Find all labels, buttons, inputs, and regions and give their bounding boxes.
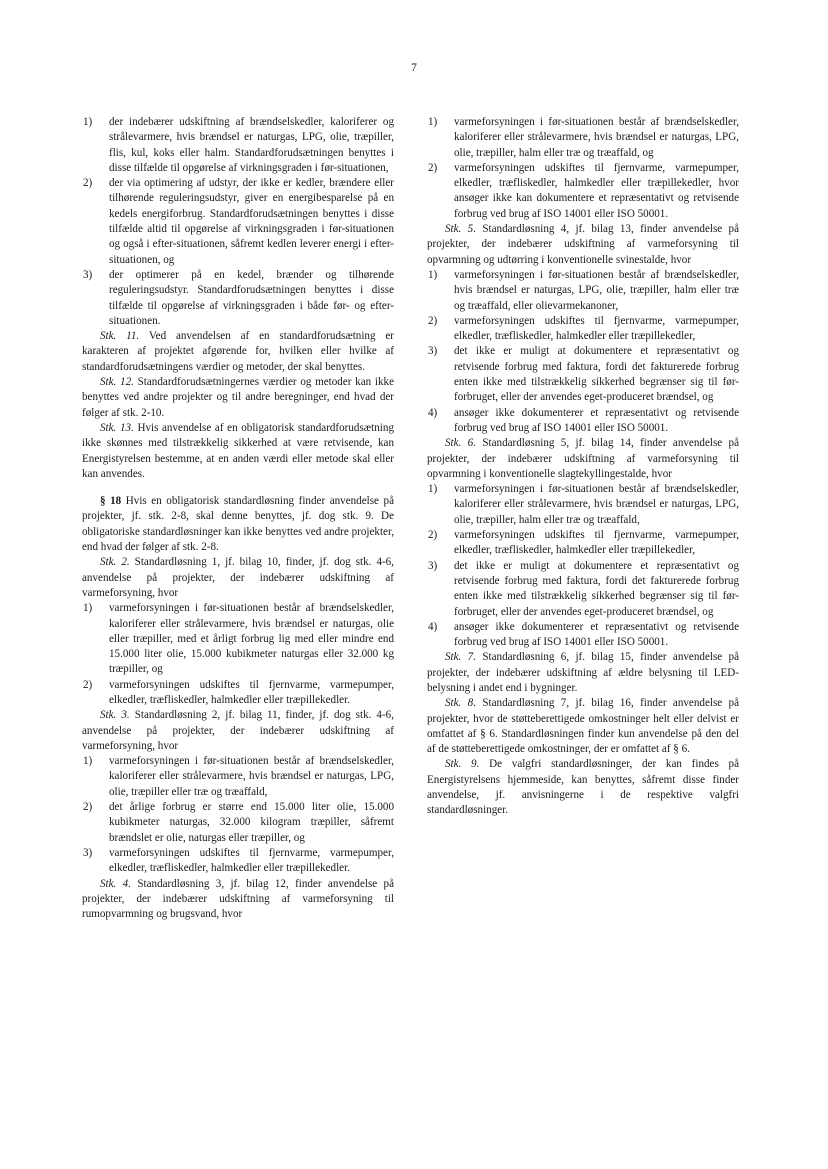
list-item <box>427 482 739 528</box>
paragraph-text: Standardforudsætningernes værdier og metoder kan ikke benyttes ved andre projekter og til andre beregninger, end hvad der følger af stk. 2-10. <box>82 376 394 419</box>
stk-paragraph <box>82 877 394 923</box>
list-item <box>82 268 394 329</box>
list-item <box>82 115 394 176</box>
list-item-number: 3) <box>428 559 438 572</box>
list-item-number: 1) <box>83 755 93 768</box>
list-item-text: ansøger ikke dokumenterer et repræsentativt og retvisende forbrug ved brug af ISO 14001 eller ISO 50001. <box>454 620 739 649</box>
stk-label: Stk. 7. <box>445 651 476 664</box>
list-item-text: varmeforsyningen udskiftes til fjernvarme, varmepumper, elkedler, træfliskedler, halmkedler eller træpillekedler, hvor ansøger ikke kan dokumentere et repræsentativt og retvisende forbrug ved brug af ISO 14001 eller ISO 50001. <box>454 161 739 220</box>
list-item <box>427 620 739 651</box>
list-item <box>427 344 739 405</box>
list-item <box>82 800 394 846</box>
list-item-text: varmeforsyningen i før-situationen består af brændselskedler, kaloriferer eller strålevarmere, hvis brændsel er naturgas, LPG, olie, træpiller, halm eller træ og træaffald, og <box>454 116 739 159</box>
list-item <box>427 161 739 222</box>
stk-paragraph <box>82 329 394 375</box>
stk-label: Stk. 3. <box>100 709 130 722</box>
stk-paragraph <box>82 708 394 754</box>
paragraph-text: Standardløsning 2, jf. bilag 11, finder, jf. dog stk. 4-6, anvendelse på projekter, der indebærer udskiftning af varmeforsyning, hvor <box>82 709 394 752</box>
list-item-number: 4) <box>428 620 438 633</box>
right-column <box>427 115 739 819</box>
list-item <box>427 115 739 161</box>
list-item-text: der via optimering af udstyr, der ikke er kedler, brændere eller tilhørende reguleringsudstyr, giver en energibesparelse på en kedels energiforbrug. Standardforudsætningen benyttes i disse tilfælde altid til opgørelse af virkningsgraden i før-situationen og også i efter-situationen, såfremt kedlen leverer energi i efter-situationen, og <box>109 177 394 266</box>
list-item <box>427 406 739 437</box>
paragraph-text: Standardløsning 7, jf. bilag 16, finder anvendelse på projekter, hvor de støtteberettigede omkostninger helt eller delvist er omfattet af § 6. Standardløsningen finder kun anvendelse på den del af de støtteberettigede omkostninger, der er omfattet af § 6. <box>427 697 739 756</box>
list-item-number: 1) <box>428 268 438 281</box>
stk-paragraph <box>82 555 394 601</box>
paragraph-text: Standardløsning 1, jf. bilag 10, finder, jf. dog stk. 4-6, anvendelse på projekter, der indebærer udskiftning af varmeforsyning, hvor <box>82 556 395 599</box>
list-item <box>82 176 394 268</box>
list-item <box>82 754 394 800</box>
stk-paragraph <box>82 375 394 421</box>
paragraph-text: Hvis en obligatorisk standardløsning finder anvendelse på projekter, jf. stk. 2-8, skal denne benyttes, jf. dog stk. 9. De obligatoriske standardløsninger kan ikke benyttes ved andre projekter, end hvad der følger af stk. 2-8. <box>82 495 395 554</box>
list-item <box>427 528 739 559</box>
list-item-number: 2) <box>428 161 438 174</box>
list-item <box>82 601 394 677</box>
list-item <box>427 559 739 620</box>
list-item-number: 1) <box>428 116 438 128</box>
list-item-text: varmeforsyningen udskiftes til fjernvarme, varmepumper, elkedler, træfliskedler, halmkedler eller træpillekedler. <box>109 846 394 875</box>
list-item-number: 3) <box>83 268 93 281</box>
list-item-number: 2) <box>428 314 438 327</box>
stk-label: Stk. 12. <box>100 376 134 389</box>
list-item <box>82 678 394 709</box>
stk-label: Stk. 5. <box>445 223 476 236</box>
list-item-text: det årlige forbrug er større end 15.000 liter olie, 15.000 kubikmeter naturgas, 32.000 kilogram træpiller, såfremt brændslet er olie, naturgas eller træpiller, og <box>109 801 394 844</box>
list-item <box>427 314 739 345</box>
list-item-text: varmeforsyningen i før-situationen består af brændselskedler, hvis brændsel er naturgas, LPG, olie, træpiller, halm eller træ og træaffald, eller olievarmekanoner, <box>454 268 739 312</box>
paragraph-text: Ved anvendelsen af en standardforudsætning er karakteren af projektet afgørende for, hvilken eller hvilke af standardforudsætningens værdier og metoder, der skal benyttes. <box>82 330 394 373</box>
paragraph-text: Hvis anvendelse af en obligatorisk standardforudsætning ikke skønnes med tilstrækkelig sikkerhed at være retvisende, kan Energistyrelsen bestemme, at en anden værdi eller metode skal eller kan anvendes. <box>82 421 394 480</box>
list-item <box>427 268 739 314</box>
list-item-text: varmeforsyningen i før-situationen består af brændselskedler, kaloriferer eller strålevarmere, hvis brændsel er naturgas, LPG, olie, træpiller eller træ og træaffald, <box>109 755 394 798</box>
paragraph-text: Standardløsning 5, jf. bilag 14, finder anvendelse på projekter, der indebærer udskiftning af varmeforsyning til opvarmning i konventionelle slagtekyllingestalde, hvor <box>427 437 739 480</box>
stk-label: Stk. 4. <box>100 877 131 890</box>
stk-paragraph <box>82 421 394 482</box>
list-item-number: 3) <box>428 345 438 358</box>
left-column <box>82 115 394 922</box>
list-item <box>82 846 394 877</box>
page-number: 7 <box>411 62 417 74</box>
list-item-text: der optimerer på en kedel, brænder og tilhørende reguleringsudstyr. Standardforudsætningen benyttes i disse tilfælde til opgørelse af virkningsgraden i både før- og efter-situationen. <box>109 268 394 327</box>
stk-paragraph <box>427 650 739 696</box>
list-item-number: 1) <box>83 602 93 615</box>
stk-label: Stk. 9. <box>445 758 480 771</box>
stk-paragraph <box>427 696 739 757</box>
list-item-text: varmeforsyningen i før-situationen består af brændselskedler, kaloriferer eller strålevarmere, hvis brændsel er naturgas, olie eller træpiller, med et årligt forbrug lig med eller mindre end 15.000 liter olie, 15.000 kubikmeter naturgas eller 32.000 kg træpiller, og <box>109 602 394 676</box>
list-item-text: varmeforsyningen udskiftes til fjernvarme, varmepumper, elkedler, træfliskedler, halmkedler eller træpillekedler. <box>109 678 394 706</box>
list-item-number: 1) <box>83 116 93 128</box>
stk-paragraph <box>427 436 739 482</box>
stk-label: Stk. 11. <box>100 330 140 343</box>
section-paragraph <box>82 494 394 555</box>
list-item-number: 2) <box>83 801 93 814</box>
stk-paragraph <box>427 757 739 818</box>
paragraph-text: Standardløsning 3, jf. bilag 12, finder anvendelse på projekter, der indebærer udskiftning af varmeforsyning til rumopvarmning og brugsvand, hvor <box>82 877 394 921</box>
list-item-text: det ikke er muligt at dokumentere et repræsentativt og retvisende forbrug med faktura, fordi det fakturerede forbrug enten ikke med tilstrækkelig sikkerhed begrænser sig til før-forbruget, eller der anvendes eget-produceret brændsel, og <box>454 559 739 618</box>
stk-label: Stk. 6. <box>445 437 476 450</box>
list-item-number: 2) <box>83 678 93 691</box>
stk-paragraph <box>427 222 739 268</box>
list-item-number: 2) <box>83 177 93 190</box>
list-item-text: det ikke er muligt at dokumentere et repræsentativt og retvisende forbrug med faktura, fordi det fakturerede forbrug enten ikke med tilstrækkelig sikkerhed begrænser sig til før-forbruget, eller der anvendes eget-produceret brændsel, og <box>454 345 739 404</box>
list-item-text: varmeforsyningen udskiftes til fjernvarme, varmepumper, elkedler, træfliskedler, halmkedler eller træpillekedler, <box>454 529 739 557</box>
list-item-number: 2) <box>428 529 438 542</box>
list-item-text: varmeforsyningen udskiftes til fjernvarme, varmepumper, elkedler, træfliskedler, halmkedler eller træpillekedler, <box>454 314 739 343</box>
list-item-text: der indebærer udskiftning af brændselskedler, kaloriferer og strålevarmere, hvis brændsel er naturgas, LPG, olie, træpiller, flis, kul, koks eller halm. Standardforudsætningen benyttes i disse tilfælde til opgørelse af virkningsgraden i før-situationen, <box>109 116 394 174</box>
paragraph-text: De valgfri standardløsninger, der kan findes på Energistyrelsens hjemmeside, kan benyttes, såfremt disse finder anvendelse, jf. anvisningerne i de respektive valgfri standardløsninger. <box>427 758 739 817</box>
list-item-text: varmeforsyningen i før-situationen består af brændselskedler, kaloriferer eller strålevarmere, hvis brændsel er naturgas, LPG, olie, træpiller, halm eller træ og træaffald, <box>454 483 739 526</box>
list-item-text: ansøger ikke dokumenterer et repræsentativt og retvisende forbrug ved brug af ISO 14001 eller ISO 50001. <box>454 406 739 434</box>
list-item-number: 1) <box>428 483 438 496</box>
stk-label: Stk. 2. <box>100 556 130 569</box>
stk-label: Stk. 13. <box>100 421 134 434</box>
stk-label: Stk. 8. <box>445 697 476 710</box>
list-item-number: 3) <box>83 846 93 859</box>
section-label: § 18 <box>100 495 122 508</box>
paragraph-text: Standardløsning 4, jf. bilag 13, finder anvendelse på projekter, der indebærer udskiftning af varmeforsyning til opvarmning og udtørring i konventionelle svinestalde, hvor <box>427 223 739 266</box>
list-item-number: 4) <box>428 406 438 419</box>
paragraph-text: Standardløsning 6, jf. bilag 15, finder anvendelse på projekter, der indebærer udskiftning af ældre belysning til LED-belysning i andet end i bygninger. <box>427 651 739 694</box>
